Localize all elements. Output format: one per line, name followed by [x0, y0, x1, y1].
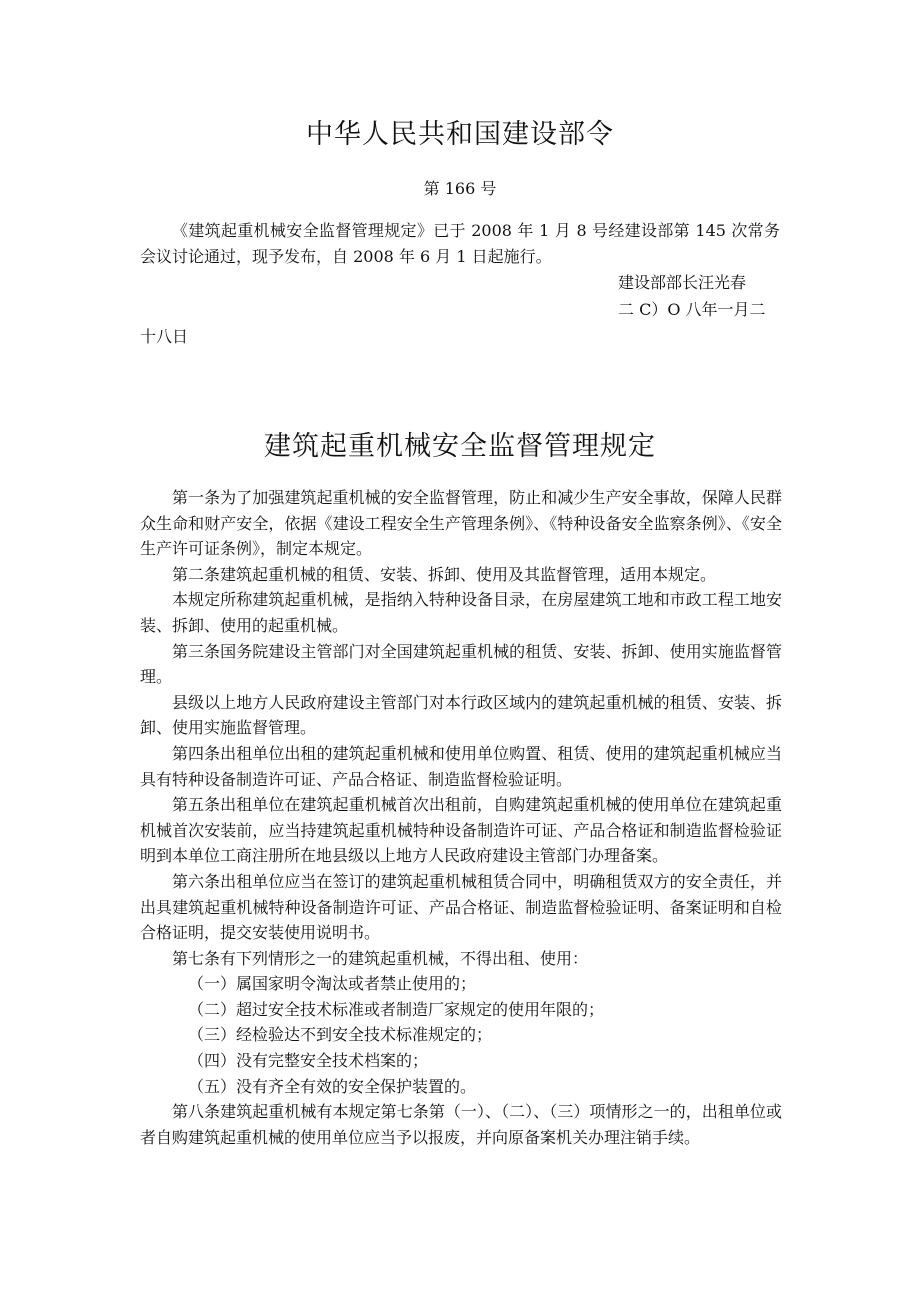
article-paragraph: 县级以上地方人民政府建设主管部门对本行政区域内的建筑起重机械的租赁、安装、拆卸、使用实施监督管理。	[140, 692, 782, 738]
signer-line: 建设部部长汪光春	[618, 273, 747, 292]
article-paragraph: 第五条出租单位在建筑起重机械首次出租前，自购建筑起重机械的使用单位在建筑起重机械首次安装前，应当持建筑起重机械特种设备制造许可证、产品合格证和制造监督检验证明到本单位工商注册所在地县级以上地方人民政府建设主管部门办理备案。	[140, 795, 782, 866]
list-item: （五）没有齐全有效的安全保护装置的。	[188, 1076, 477, 1096]
list-item: （一）属国家明令淘汰或者禁止使用的；	[188, 974, 477, 994]
date-line-2: 十八日	[140, 327, 189, 346]
article-paragraph: 第二条建筑起重机械的租赁、安装、拆卸、使用及其监督管理，适用本规定。	[172, 564, 717, 584]
article-paragraph: 第六条出租单位应当在签订的建筑起重机械租赁合同中，明确租赁双方的安全责任，并出具建筑起重机械特种设备制造许可证、产品合格证、制造监督检验证明、备案证明和自检合格证明，提交安装使用说明书。	[140, 871, 782, 943]
article-paragraph: 第四条出租单位出租的建筑起重机械和使用单位购置、租赁、使用的建筑起重机械应当具有特种设备制造许可证、产品合格证、制造监督检验证明。	[140, 743, 782, 789]
article-paragraph: 第八条建筑起重机械有本规定第七条第（一）、（二）、（三）项情形之一的，出租单位或者自购建筑起重机械的使用单位应当予以报废，并向原备案机关办理注销手续。	[140, 1102, 782, 1147]
announcement-paragraph: 《建筑起重机械安全监督管理规定》已于 2008 年 1 月 8 号经建设部第 145 次常务会议讨论通过，现予发布，自 2008 年 6 月 1 日起施行。	[140, 221, 780, 266]
list-item: （四）没有完整安全技术档案的；	[188, 1051, 429, 1071]
article-paragraph: 第一条为了加强建筑起重机械的安全监督管理，防止和减少生产安全事故，保障人民群众生命和财产安全，依据《建设工程安全生产管理条例》、《特种设备安全监察条例》、《安全生产许可证条例》，制定本规定。	[140, 488, 782, 559]
regulation-body	[140, 485, 782, 1150]
article-paragraph: 本规定所称建筑起重机械，是指纳入特种设备目录，在房屋建筑工地和市政工程工地安装、拆卸、使用的起重机械。	[140, 590, 782, 635]
date-line-1: 二 C）O 八年一月二	[618, 300, 766, 319]
list-item: （二）超过安全技术标准或者制造厂家规定的使用年限的；	[188, 999, 605, 1019]
order-title: 中华人民共和国建设部令	[306, 119, 614, 150]
article-paragraph: 第三条国务院建设主管部门对全国建筑起重机械的租赁、安装、拆卸、使用实施监督管理。	[140, 641, 782, 687]
regulation-title: 建筑起重机械安全监督管理规定	[264, 431, 656, 462]
article-paragraph: 第七条有下列情形之一的建筑起重机械，不得出租、使用：	[172, 948, 589, 968]
order-number: 第 166 号	[423, 179, 497, 198]
list-item: （三）经检验达不到安全技术标准规定的；	[188, 1025, 493, 1045]
